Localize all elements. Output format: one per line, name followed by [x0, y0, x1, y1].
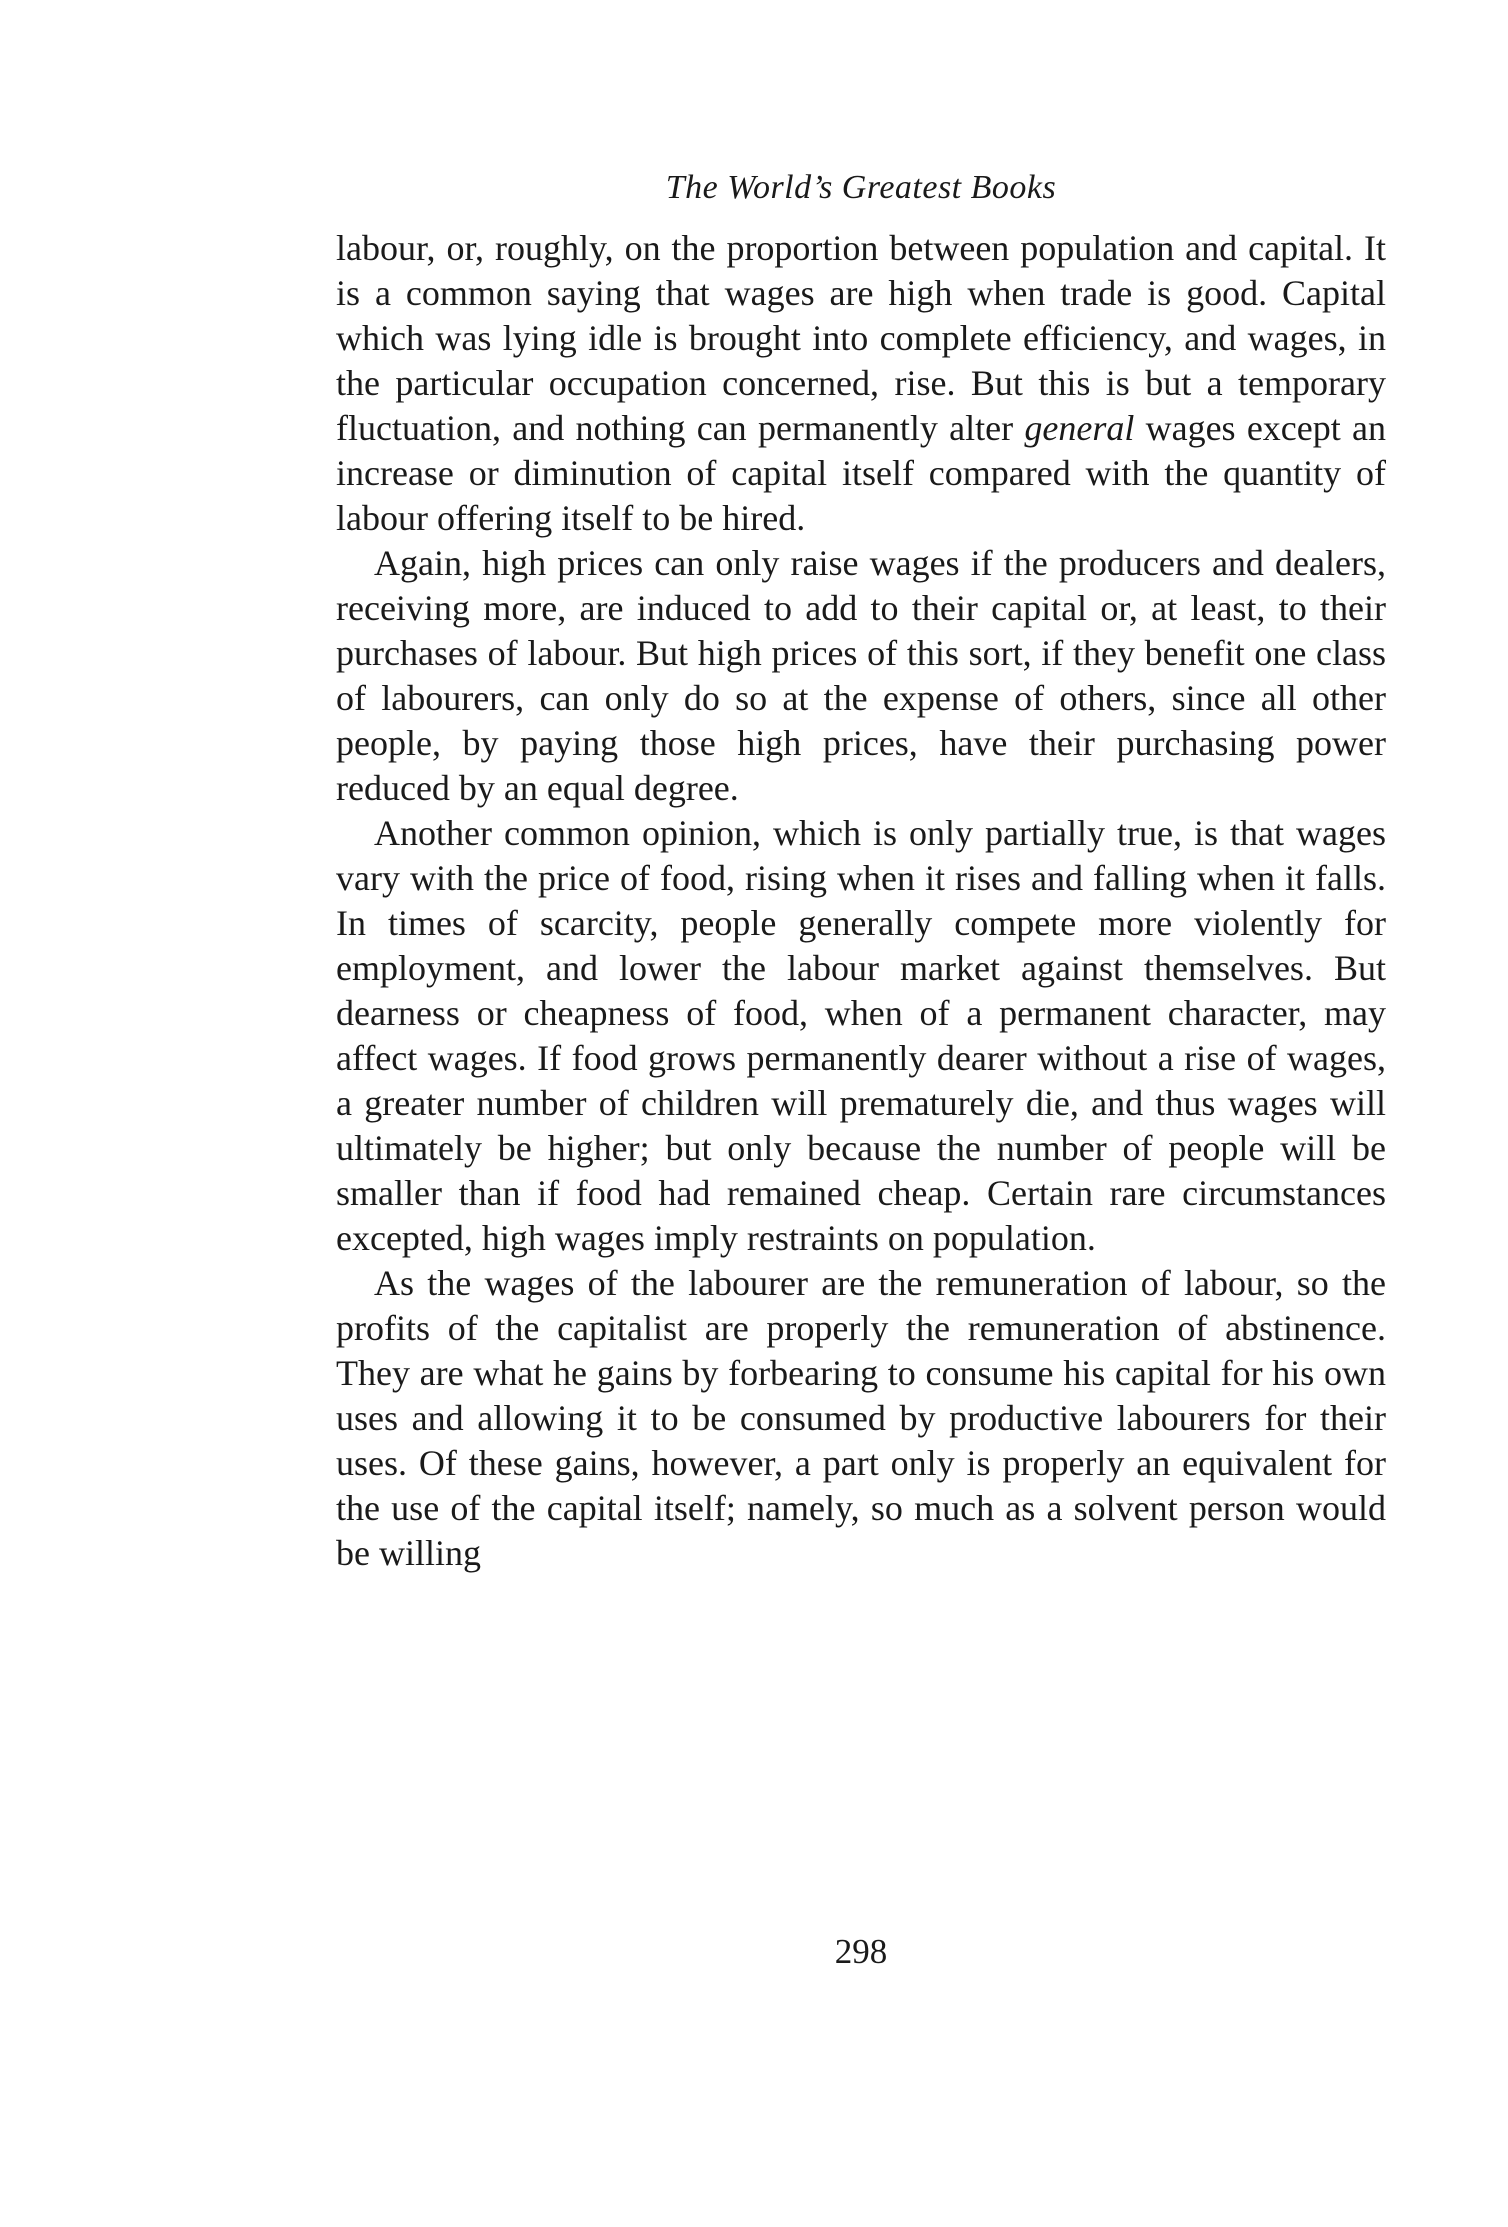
running-head: The World’s Greatest Books [665, 169, 1057, 206]
emphasis-general: general [1024, 408, 1135, 448]
body-text [336, 226, 1386, 1576]
paragraph-3: Another common opinion, which is only partially true, is that wages vary with the price of food, rising when it rises and falling when it falls. In times of scarcity, people generally compete more violently for employment, and lower the labour market against themselves. But dearness or cheapness of food, when of a permanent character, may affect wages. If food grows permanently dearer without a rise of wages, a greater number of children will prematurely die, and thus wages will ultimately be higher; but only because the number of people will be smaller than if food had remained cheap. Certain rare circumstances excepted, high wages imply restraints on population. [336, 813, 1386, 1258]
paragraph-4: As the wages of the labourer are the remuneration of labour, so the profits of the capitalist are properly the remuneration of abstinence. They are what he gains by forbearing to consume his capital for his own uses and allowing it to be consumed by productive labourers for their uses. Of these gains, however, a part only is properly an equivalent for the use of the capital itself; namely, so much as a solvent person would be willing [336, 1263, 1386, 1573]
page-number: 298 [834, 1932, 888, 1971]
paragraph-1-text-a: labour, or, roughly, on the proportion between population and capital. It is a common saying that wages are high when trade is good. Capital which was lying idle is brought into complete efficiency, and wages, in the particular occupation concerned, rise. But this is but a temporary fluctuation, and nothing can permanently alter [336, 228, 1386, 448]
paragraph-1 [336, 226, 1386, 541]
paragraph-2: Again, high prices can only raise wages if the producers and dealers, receiving more, are induced to add to their capital or, at least, to their purchases of labour. But high prices of this sort, if they benefit one class of labourers, can only do so at the expense of others, since all other people, by paying those high prices, have their purchasing power reduced by an equal degree. [336, 543, 1386, 808]
paragraph-1-text-b: wages except an increase or diminution of capital itself compared with the quantity of labour offering itself to be hired. [336, 408, 1386, 538]
